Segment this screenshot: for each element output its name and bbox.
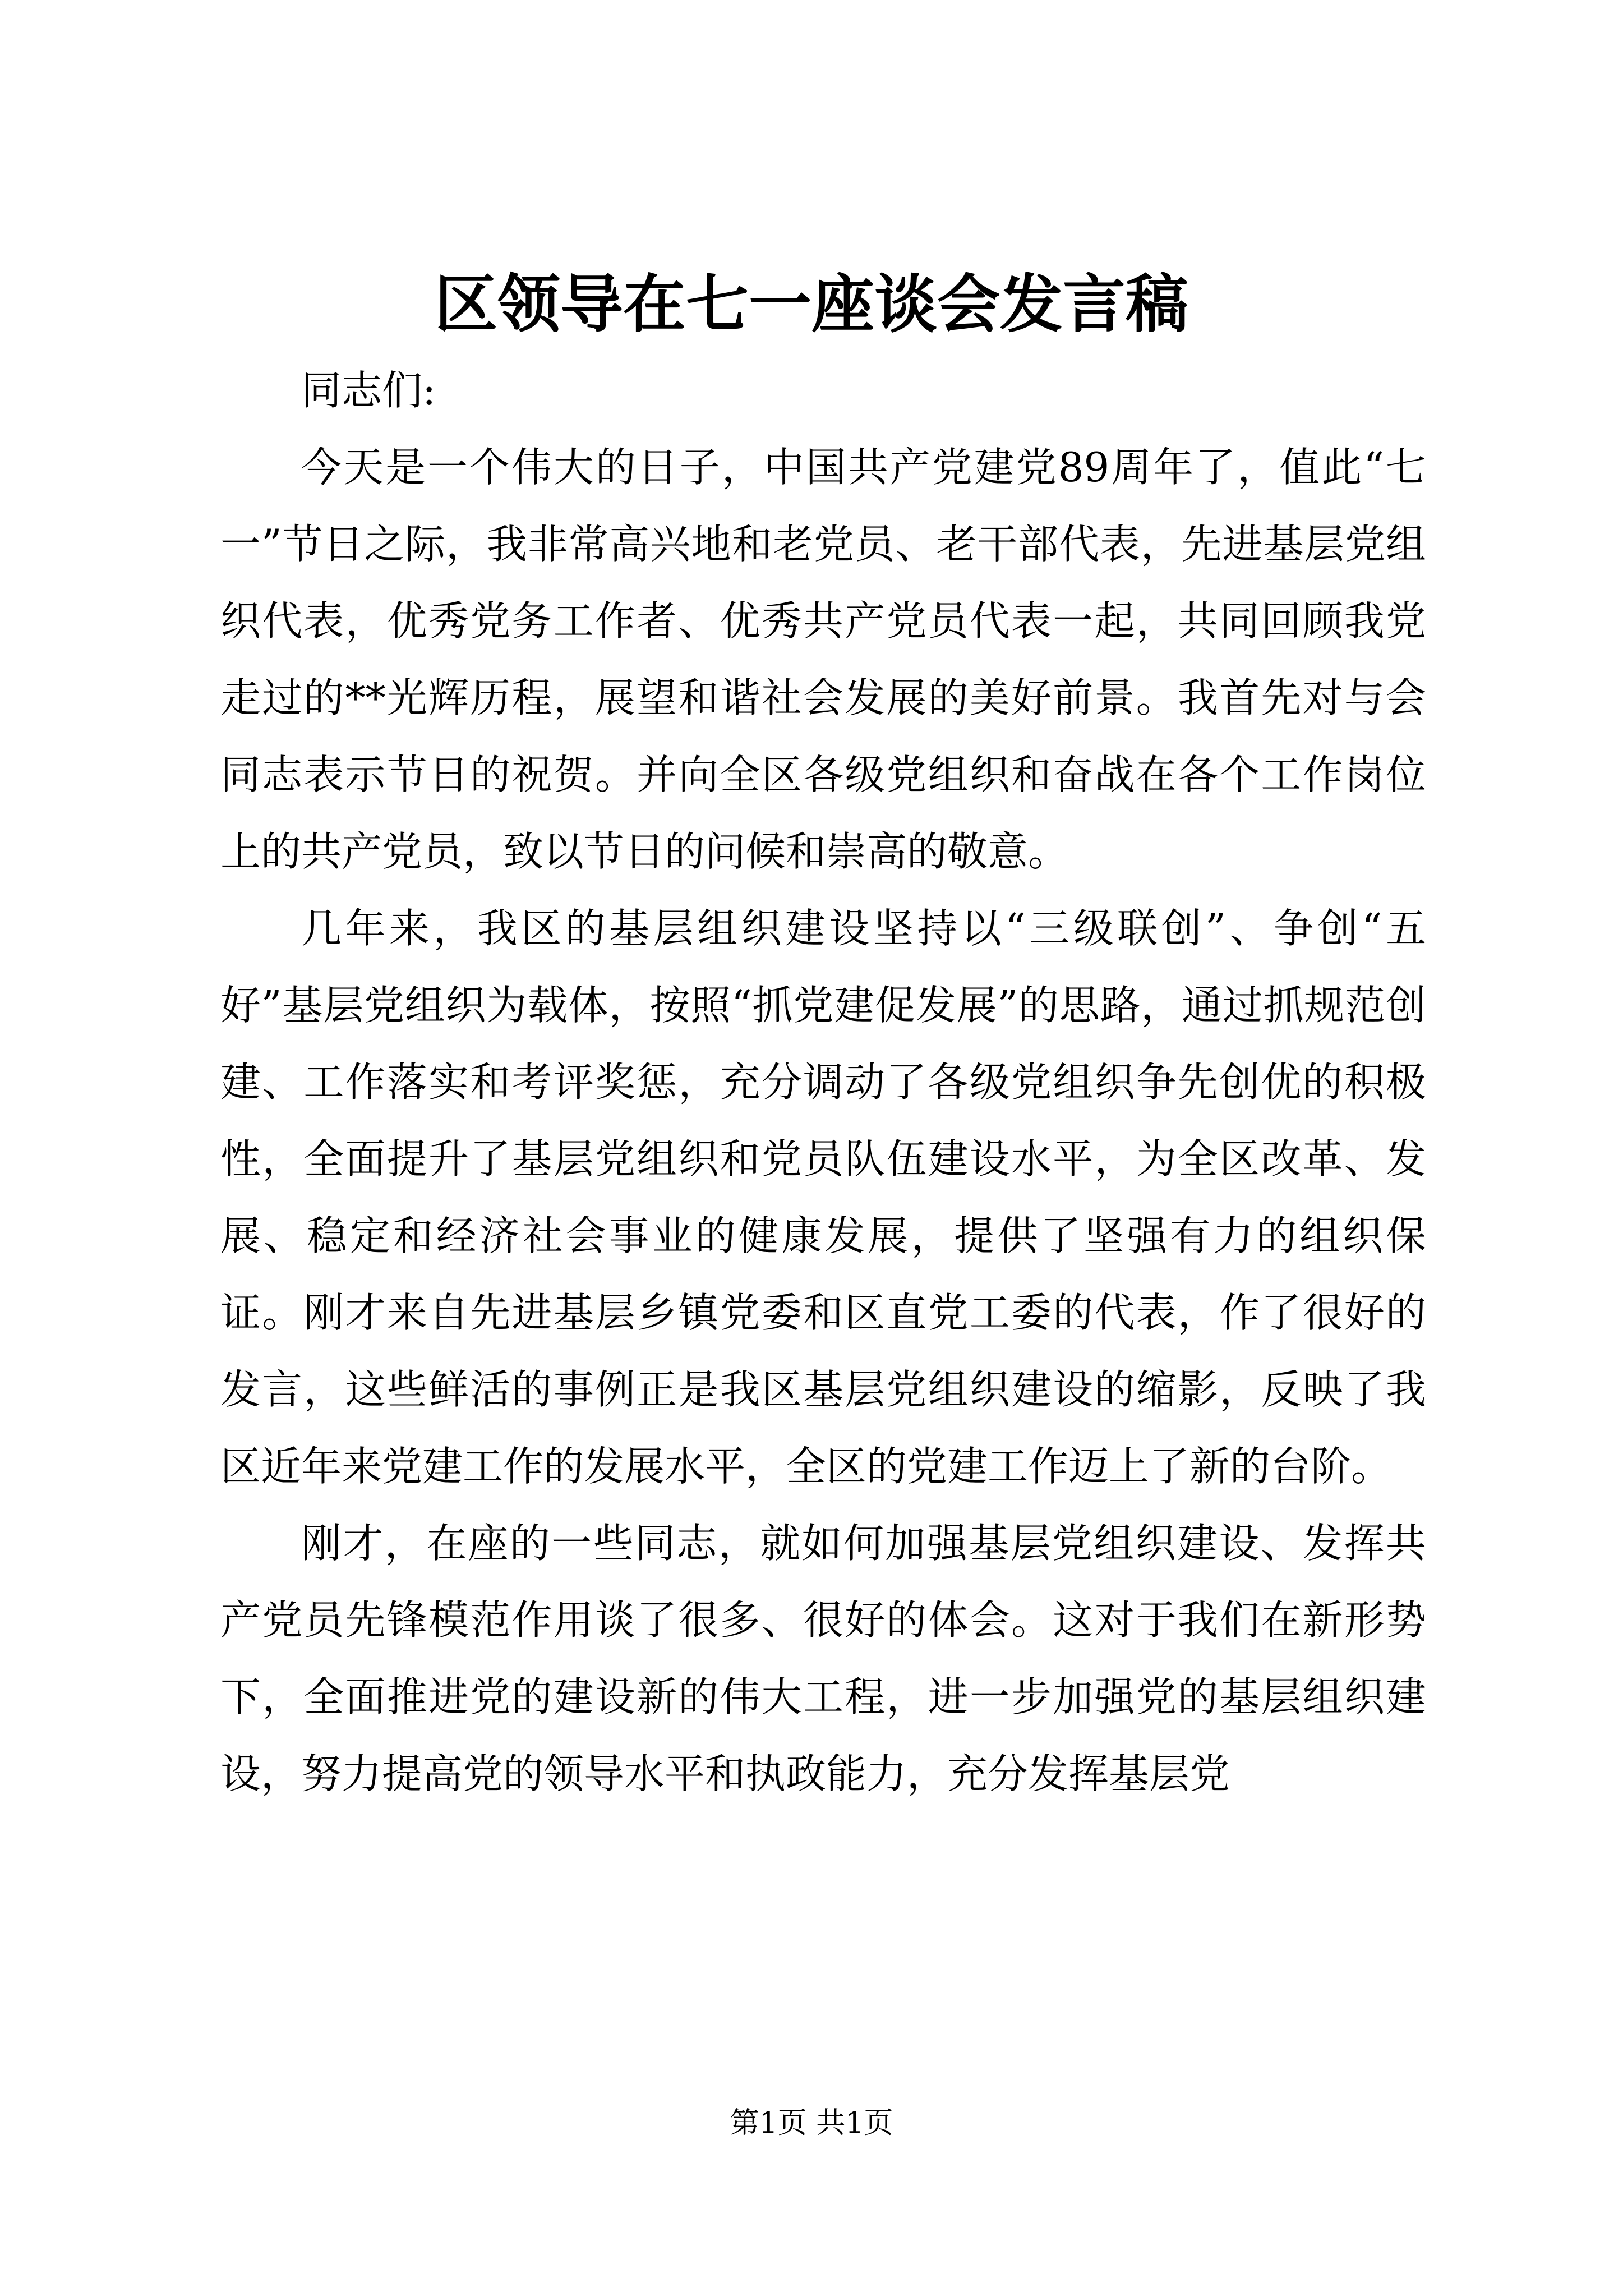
body-paragraph: 今天是一个伟大的日子，中国共产党建党89周年了，值此“七一”节日之际，我非常高兴地和老党员、老干部代表，先进基层党组织代表，优秀党务工作者、优秀共产党员代表一起，共同回顾我党走过的**光辉历程，展望和谐社会发展的美好前景。我首先对与会同志表示节日的祝贺。并向全区各级党组织和奋战在各个工作岗位上的共产党员，致以节日的问候和崇高的敬意。 bbox=[220, 444, 1426, 875]
salutation-paragraph: 同志们: bbox=[301, 367, 436, 414]
body-paragraph: 几年来，我区的基层组织建设坚持以“三级联创”、争创“五好”基层党组织为载体，按照“抓党建促发展”的思路，通过抓规范创建、工作落实和考评奖惩，充分调动了各级党组织争先创优的积极性，全面提升了基层党组织和党员队伍建设水平，为全区改革、发展、稳定和经济社会事业的健康发展，提供了坚强有力的组织保证。刚才来自先进基层乡镇党委和区直党工委的代表，作了很好的发言，这些鲜活的事例正是我区基层党组织建设的缩影，反映了我区近年来党建工作的发展水平，全区的党建工作迈上了新的台阶。 bbox=[220, 905, 1426, 1490]
document-title: 区领导在七一座谈会发言稿 bbox=[435, 268, 1188, 341]
body-paragraph: 刚才，在座的一些同志，就如何加强基层党组织建设、发挥共产党员先锋模范作用谈了很多、很好的体会。这对于我们在新形势下，全面推进党的建设新的伟大工程，进一步加强党的基层组织建设，努力提高党的领导水平和执政能力，充分发挥基层党 bbox=[220, 1520, 1426, 1797]
document-body bbox=[220, 352, 1426, 1812]
page-number-footer: 第1页 共1页 bbox=[730, 2106, 893, 2140]
